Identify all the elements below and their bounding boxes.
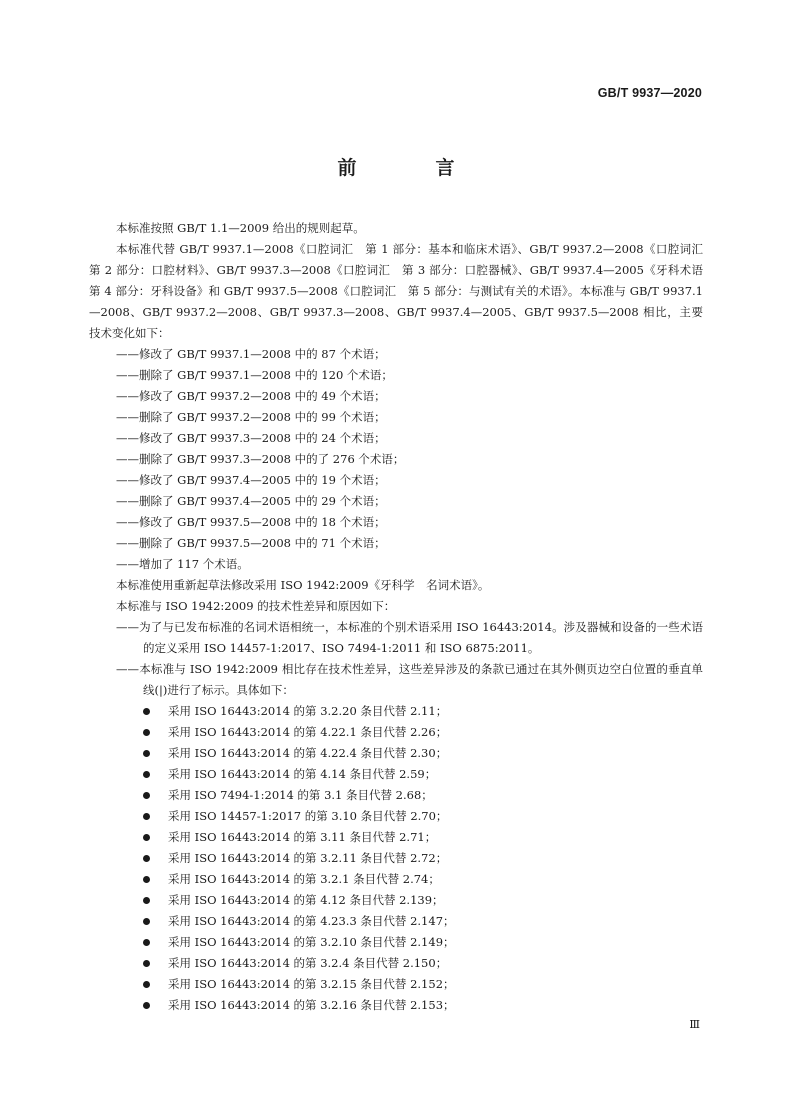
document-body — [89, 218, 715, 1016]
bullet-item: 采用 ISO 14457-1:2017 的第 3.10 条目代替 2.70； — [89, 806, 703, 827]
list-item: ——修改了 GB/T 9937.5—2008 中的 18 个术语； — [116, 515, 386, 529]
bullet-item: 采用 ISO 16443:2014 的第 3.2.15 条目代替 2.152； — [89, 974, 703, 995]
bullet-icon — [143, 918, 150, 925]
bullet-icon — [143, 855, 150, 862]
paragraph-replaces: 本标准代替 GB/T 9937.1—2008《口腔词汇 第 1 部分：基本和临床术语》、GB/T 9937.2—2008《口腔词汇 第 2 部分：口腔材料》、GB/T 9937.3—2008《口腔词汇 第 3 部分：口腔器械》、GB/T 9937.4—2005《牙科术语 第 4 部分：牙科设备》和 GB/T 9937.5—2008《口腔词汇 第 5 部分：与测试有关的术语》。本标准与 GB/T 9937.1—2008、GB/T 9937.2—2008、GB/T 9937.3—2008、GB/T 9937.4—2005、GB/T 9937.5—2008 相比，主要技术变化如下： — [89, 242, 715, 340]
list-item: ——删除了 GB/T 9937.5—2008 中的 71 个术语； — [116, 536, 386, 550]
list-item: ——修改了 GB/T 9937.3—2008 中的 24 个术语； — [116, 431, 386, 445]
bullet-icon — [143, 939, 150, 946]
standard-number: GB/T 9937—2020 — [597, 86, 702, 100]
bullet-item: 采用 ISO 16443:2014 的第 4.23.3 条目代替 2.147； — [89, 911, 703, 932]
list-item: ——修改了 GB/T 9937.4—2005 中的 19 个术语； — [116, 473, 386, 487]
bullet-icon — [143, 981, 150, 988]
list-item: ——删除了 GB/T 9937.4—2005 中的 29 个术语； — [116, 494, 386, 508]
bullet-list — [89, 701, 703, 1016]
list-item: ——增加了 117 个术语。 — [116, 557, 249, 571]
bullet-item: 采用 ISO 7494-1:2014 的第 3.1 条目代替 2.68； — [89, 785, 703, 806]
bullet-icon — [143, 897, 150, 904]
bullet-item: 采用 ISO 16443:2014 的第 4.22.4 条目代替 2.30； — [89, 743, 703, 764]
changes-list — [89, 344, 703, 575]
bullet-item: 采用 ISO 16443:2014 的第 3.2.10 条目代替 2.149； — [89, 932, 703, 953]
list-item: ——删除了 GB/T 9937.2—2008 中的 99 个术语； — [116, 410, 386, 424]
list-item: ——修改了 GB/T 9937.2—2008 中的 49 个术语； — [116, 389, 386, 403]
bullet-icon — [143, 729, 150, 736]
bullet-item: 采用 ISO 16443:2014 的第 4.14 条目代替 2.59； — [89, 764, 703, 785]
list-item: ——修改了 GB/T 9937.1—2008 中的 87 个术语； — [116, 347, 386, 361]
list-item: ——删除了 GB/T 9937.1—2008 中的 120 个术语； — [116, 368, 393, 382]
bullet-item: 采用 ISO 16443:2014 的第 4.22.1 条目代替 2.26； — [89, 722, 703, 743]
paragraph-drafting-rules: 本标准按照 GB/T 1.1—2009 给出的规则起草。 — [116, 221, 365, 235]
bullet-icon — [143, 834, 150, 841]
bullet-item: 采用 ISO 16443:2014 的第 3.11 条目代替 2.71； — [89, 827, 703, 848]
bullet-item: 采用 ISO 16443:2014 的第 3.2.11 条目代替 2.72； — [89, 848, 703, 869]
bullet-icon — [143, 960, 150, 967]
difference-item: ——本标准与 ISO 1942:2009 相比存在技术性差异，这些差异涉及的条款已通过在其外侧页边空白位置的垂直单线(|)进行了标示。具体如下： — [116, 662, 703, 697]
bullet-item: 采用 ISO 16443:2014 的第 3.2.4 条目代替 2.150； — [89, 953, 703, 974]
page-title: 前 言 — [337, 157, 485, 179]
bullet-icon — [143, 876, 150, 883]
list-item: ——删除了 GB/T 9937.3—2008 中的了 276 个术语； — [116, 452, 405, 466]
page-number: Ⅲ — [689, 1018, 700, 1031]
bullet-icon — [143, 708, 150, 715]
bullet-item: 采用 ISO 16443:2014 的第 3.2.16 条目代替 2.153； — [89, 995, 703, 1016]
bullet-icon — [143, 813, 150, 820]
bullet-item: 采用 ISO 16443:2014 的第 3.2.1 条目代替 2.74； — [89, 869, 703, 890]
paragraph-differences-intro: 本标准与 ISO 1942:2009 的技术性差异和原因如下： — [116, 599, 396, 613]
bullet-icon — [143, 771, 150, 778]
bullet-icon — [143, 750, 150, 757]
bullet-icon — [143, 1002, 150, 1009]
bullet-icon — [143, 792, 150, 799]
bullet-item: 采用 ISO 16443:2014 的第 4.12 条目代替 2.139； — [89, 890, 703, 911]
difference-item: ——为了与已发布标准的名词术语相统一，本标准的个别术语采用 ISO 16443:2014。涉及器械和设备的一些术语的定义采用 ISO 14457-1:2017、ISO 7494-1:2011 和 ISO 6875:2011。 — [116, 620, 703, 655]
paragraph-adoption: 本标准使用重新起草法修改采用 ISO 1942:2009《牙科学 名词术语》。 — [116, 578, 490, 592]
bullet-item: 采用 ISO 16443:2014 的第 3.2.20 条目代替 2.11； — [89, 701, 703, 722]
